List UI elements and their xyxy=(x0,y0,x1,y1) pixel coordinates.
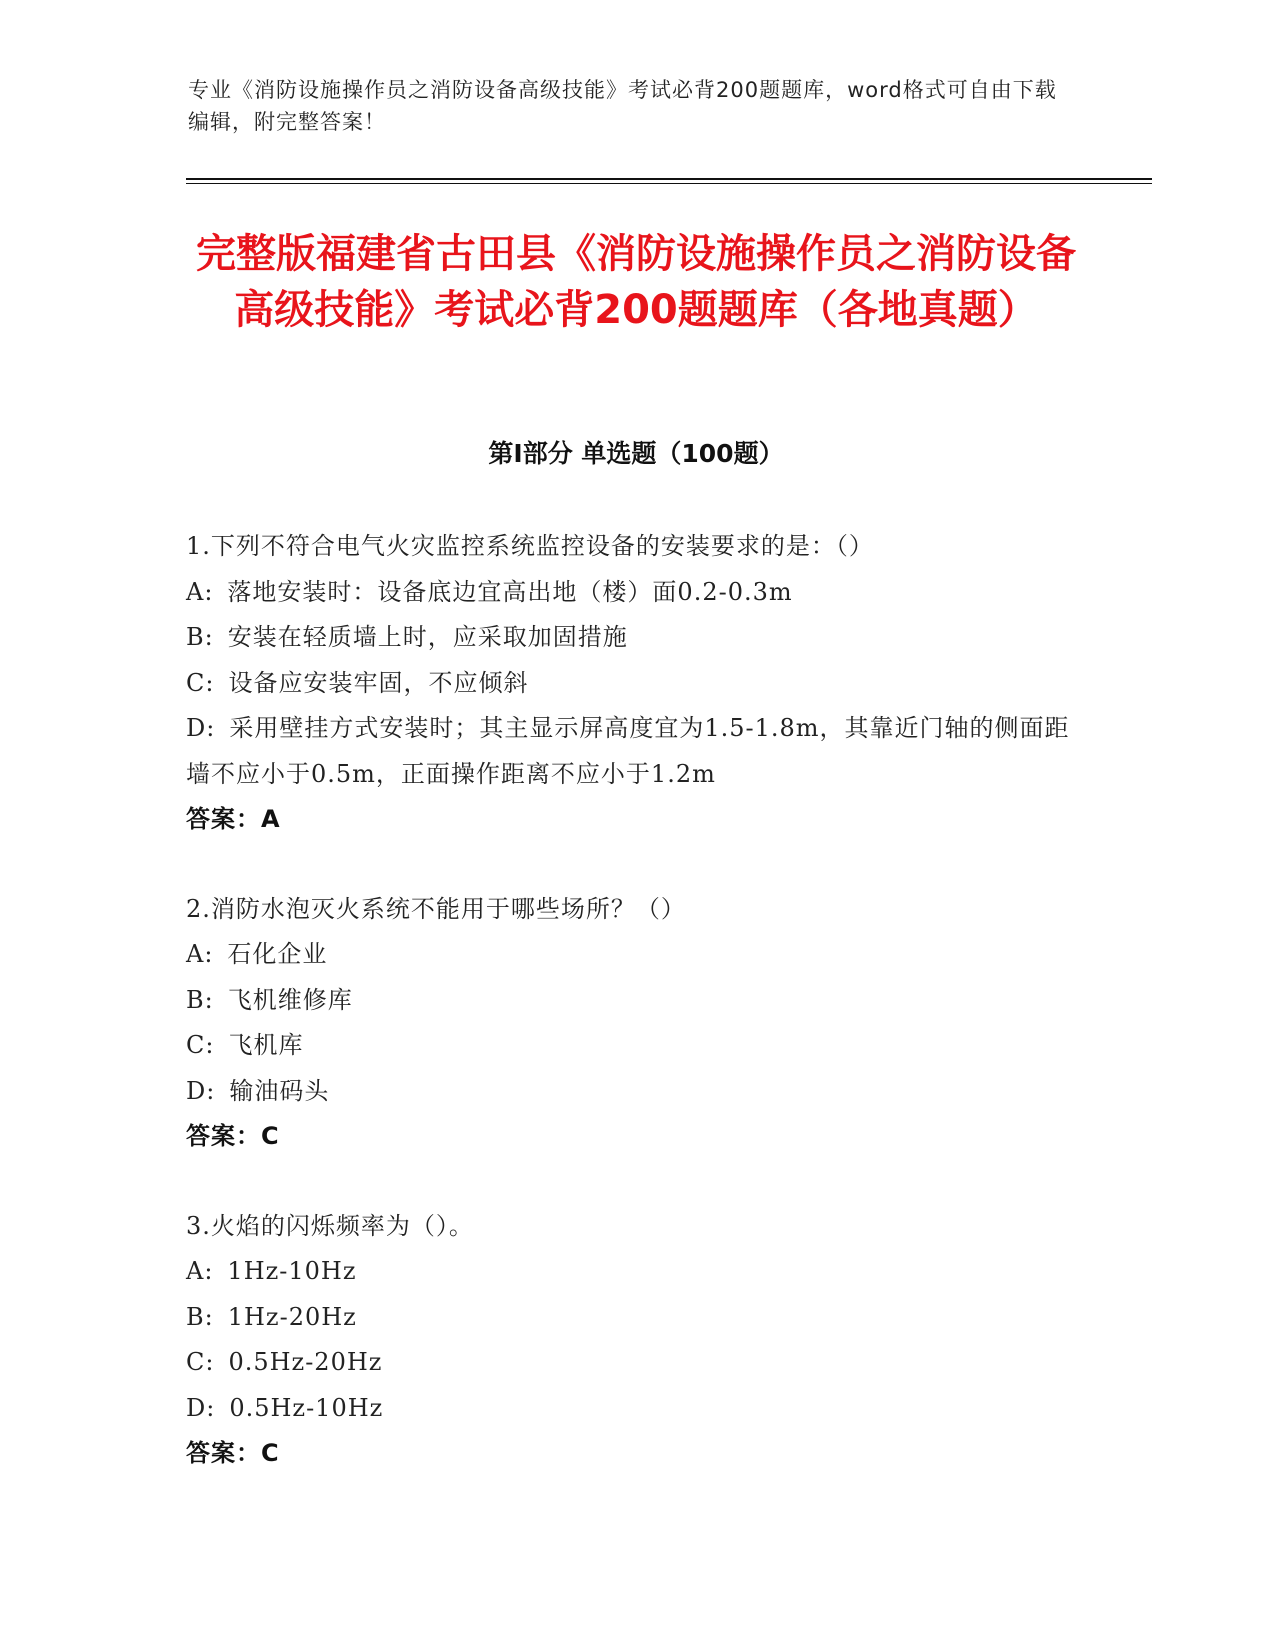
option-key: B: xyxy=(186,623,214,651)
answer: 答案：C xyxy=(186,1122,280,1150)
answer: 答案：A xyxy=(186,805,281,833)
option-text: 0.5Hz-10Hz xyxy=(229,1393,384,1422)
header-rule-thick xyxy=(186,178,1152,180)
option-key: C: xyxy=(186,668,215,697)
option-key: D: xyxy=(186,1076,216,1105)
option-d xyxy=(186,706,1086,797)
document-title: 完整版福建省古田县《消防设施操作员之消防设备高级技能》考试必背200题题库（各地真题） xyxy=(196,231,1076,333)
option-text: 石化企业 xyxy=(227,940,328,968)
option-key: C: xyxy=(186,1031,215,1059)
header-rule-thin xyxy=(186,183,1152,184)
option-text: 飞机库 xyxy=(228,1031,304,1059)
option-c xyxy=(186,1340,1086,1386)
option-key: C: xyxy=(186,1348,215,1376)
option-c xyxy=(186,1023,1086,1069)
option-key: B: xyxy=(186,1302,214,1331)
option-a xyxy=(186,1249,1086,1295)
option-text: 输油码头 xyxy=(229,1076,330,1105)
option-a xyxy=(186,932,1086,978)
option-key: A: xyxy=(186,940,214,968)
question-stem: 1.下列不符合电气火灾监控系统监控设备的安装要求的是：（） xyxy=(186,532,874,560)
option-b xyxy=(186,1295,1086,1341)
option-key: D: xyxy=(186,714,216,742)
option-b xyxy=(186,615,1086,661)
option-text: 采用壁挂方式安装时；其主显示屏高度宜为1.5-1.8m，其靠近门轴的侧面距墙不应小于0.5m，正面操作距离不应小于1.2m xyxy=(186,714,1070,788)
question-3 xyxy=(186,1204,1086,1477)
option-d xyxy=(186,1386,1086,1432)
option-text: 落地安装时：设备底边宜高出地（楼）面0.2-0.3m xyxy=(227,577,793,606)
header-note: 专业《消防设施操作员之消防设备高级技能》考试必背200题题库，word格式可自由下载编辑，附完整答案！ xyxy=(188,78,1057,134)
option-text: 1Hz-10Hz xyxy=(227,1257,357,1285)
section-title: 第I部分 单选题（100题） xyxy=(488,439,784,468)
option-b xyxy=(186,978,1086,1024)
option-text: 1Hz-20Hz xyxy=(227,1302,357,1331)
option-key: A: xyxy=(186,1257,214,1285)
question-2 xyxy=(186,887,1086,1160)
option-d xyxy=(186,1069,1086,1115)
option-key: D: xyxy=(186,1393,216,1422)
question-1 xyxy=(186,524,1086,843)
option-text: 设备应安装牢固，不应倾斜 xyxy=(228,668,529,697)
question-list xyxy=(186,524,1086,1521)
option-key: A: xyxy=(186,577,214,606)
answer: 答案：C xyxy=(186,1439,280,1467)
option-text: 飞机维修库 xyxy=(227,985,353,1014)
question-stem: 2.消防水泡灭火系统不能用于哪些场所？（） xyxy=(186,894,686,923)
option-text: 安装在轻质墙上时，应采取加固措施 xyxy=(227,623,628,651)
question-stem: 3.火焰的闪烁频率为（）。 xyxy=(186,1211,474,1240)
option-a xyxy=(186,570,1086,616)
option-key: B: xyxy=(186,985,214,1014)
option-text: 0.5Hz-20Hz xyxy=(228,1348,383,1376)
option-c xyxy=(186,661,1086,707)
